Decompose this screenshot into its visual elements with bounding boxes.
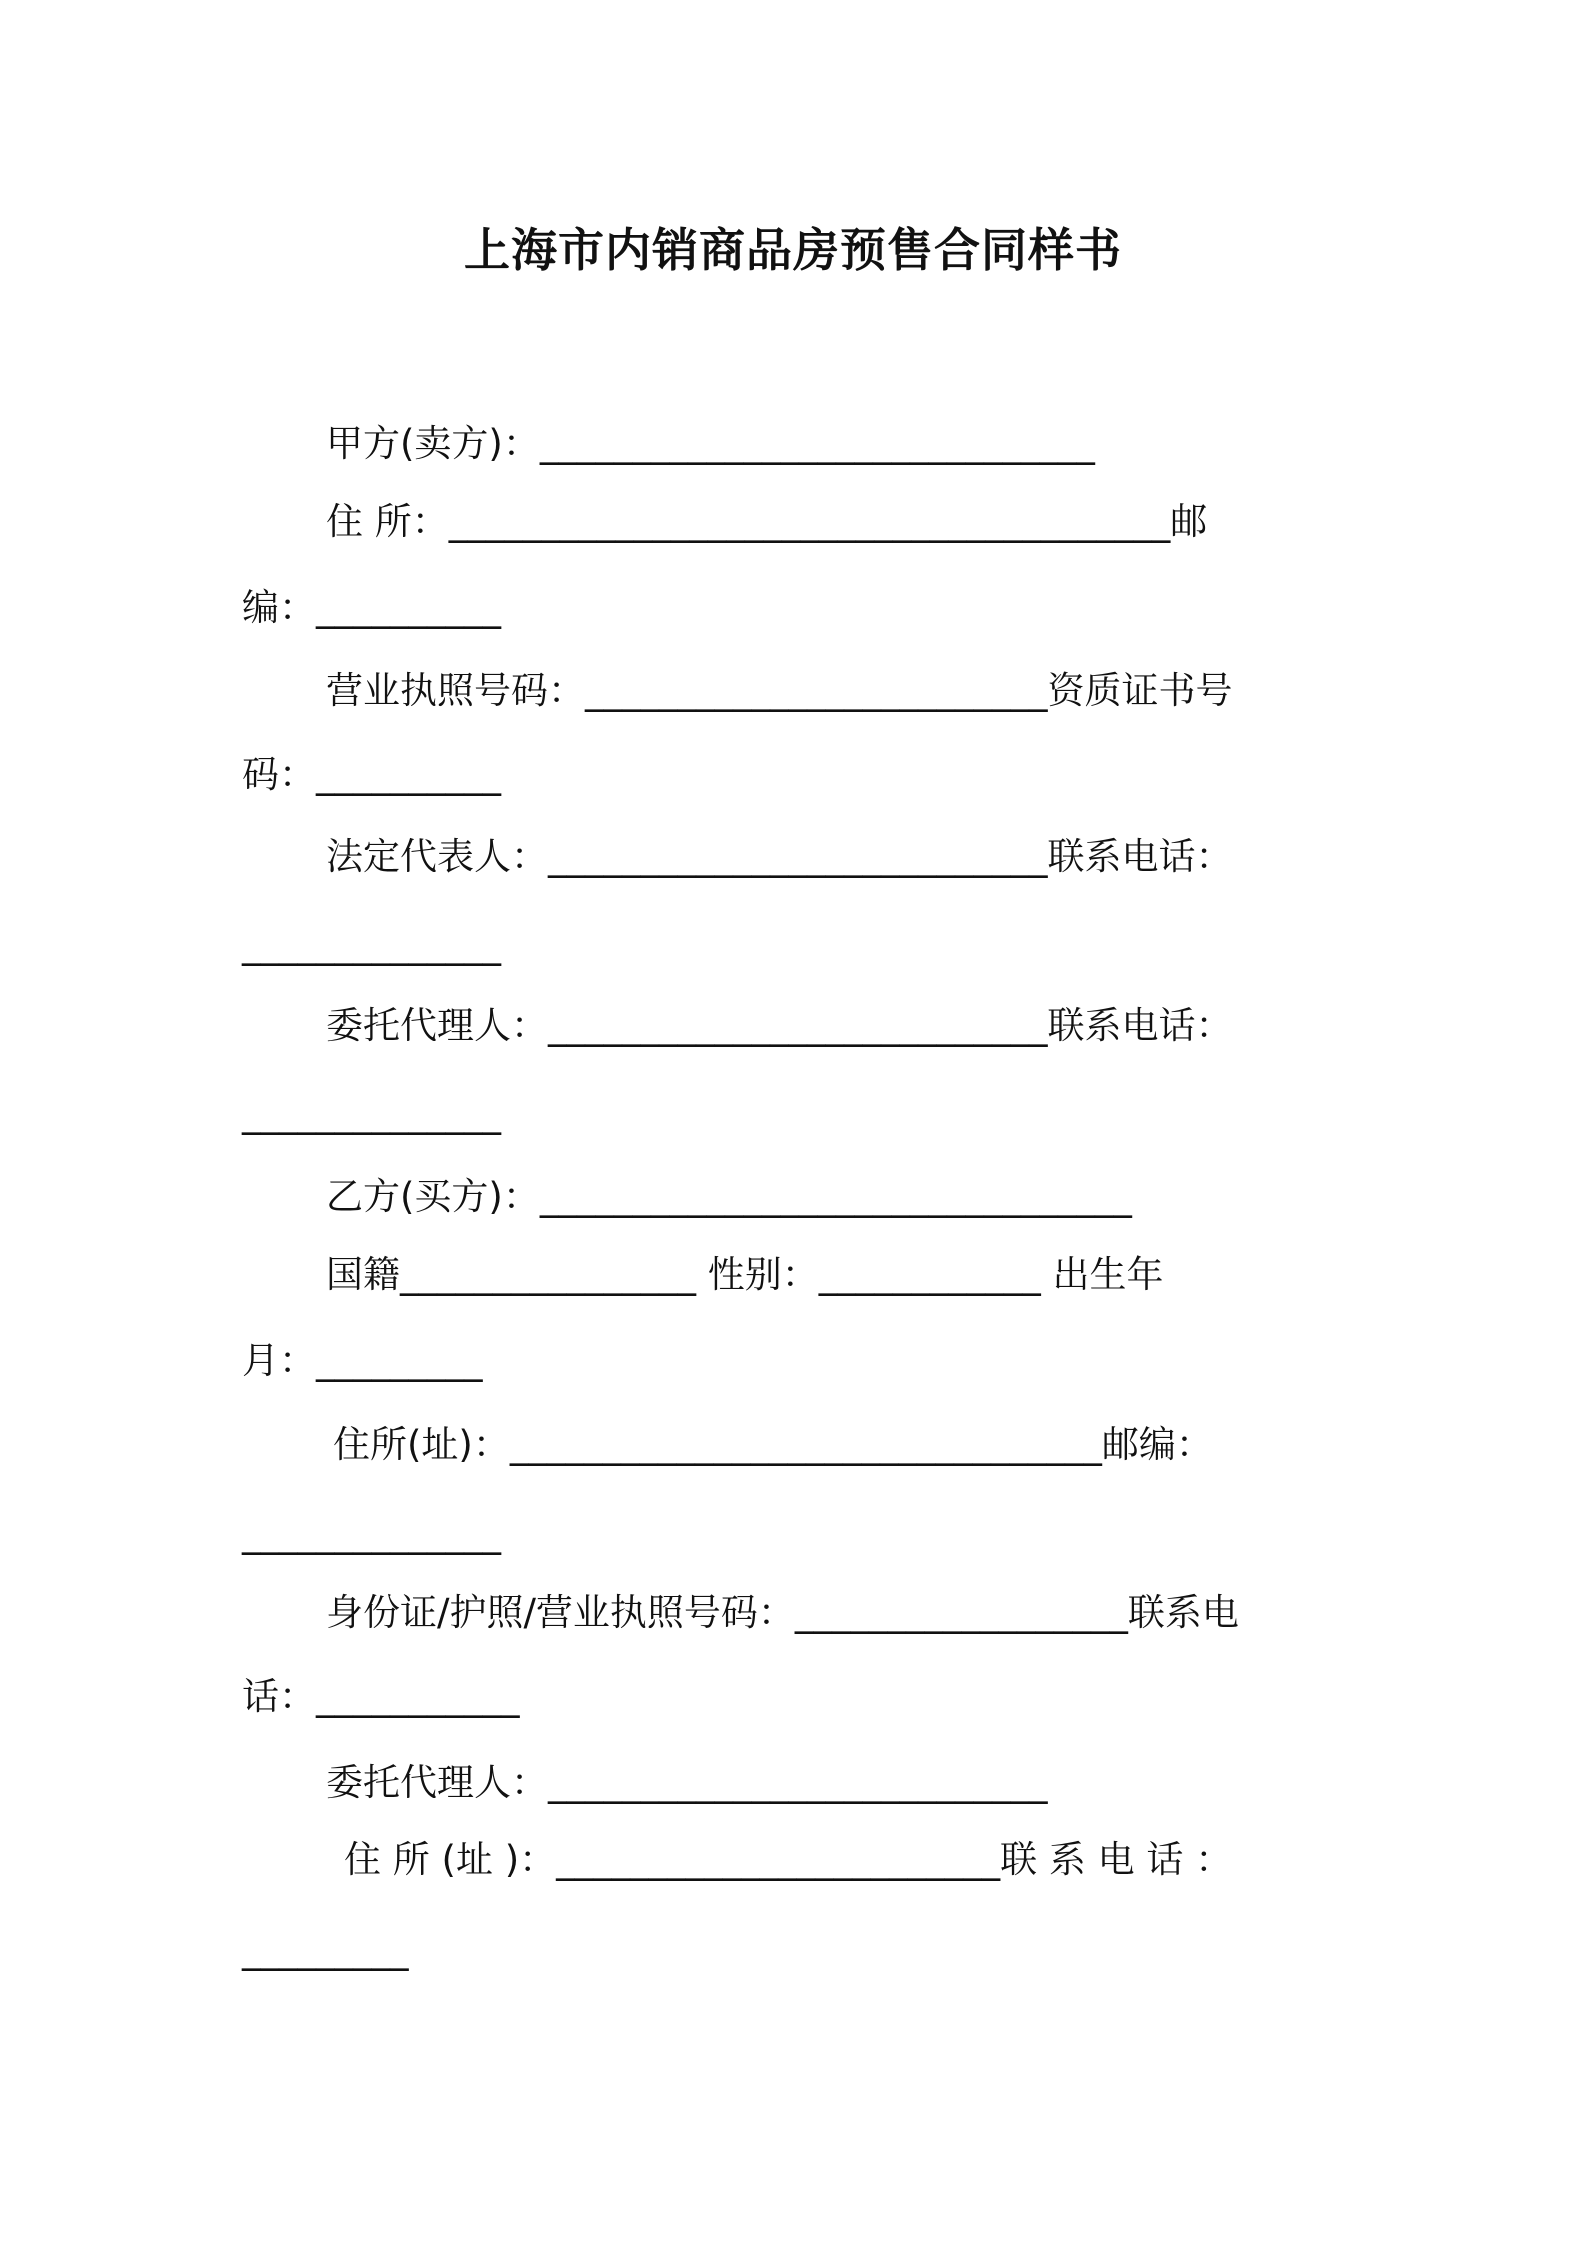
nationality-gender-line: 国籍________________ 性别：____________ 出生年 [326,1253,1164,1296]
seller-name-line: 甲方(卖方)：______________________________ [326,422,1095,465]
buyer-name-line: 乙方(买方)：________________________________ [326,1175,1132,1218]
seller-address-line: 住 所：_______________________________________邮 [326,500,1208,543]
document-title: 上海市内销商品房预售合同样书 [464,223,1122,277]
buyer-id-line: 身份证/护照/营业执照号码：__________________联系电 [326,1591,1239,1634]
buyer-phone-line: 话：___________ [242,1675,520,1718]
birth-date-line: 月：_________ [242,1339,483,1382]
legal-rep-phone-line: ______________ [242,923,501,966]
business-license-line: 营业执照号码：_________________________资质证书号 [326,669,1233,712]
buyer-address-line: 住所(址)：________________________________邮编： [333,1423,1213,1466]
seller-agent-line: 委托代理人：___________________________联系电话： [326,1004,1233,1047]
buyer-agent-address-line: 住 所 (址 )：________________________联 系 电 话 ： [344,1838,1233,1881]
legal-rep-line: 法定代表人：___________________________联系电话： [326,835,1233,878]
seller-agent-phone-line: ______________ [242,1092,501,1135]
seller-postcode-line: 编：__________ [242,586,501,629]
buyer-agent-phone-line: _________ [242,1928,409,1971]
buyer-postcode-line: ______________ [242,1512,501,1555]
qualification-cert-line: 码：__________ [242,753,501,796]
buyer-agent-line: 委托代理人：___________________________ [326,1761,1048,1804]
